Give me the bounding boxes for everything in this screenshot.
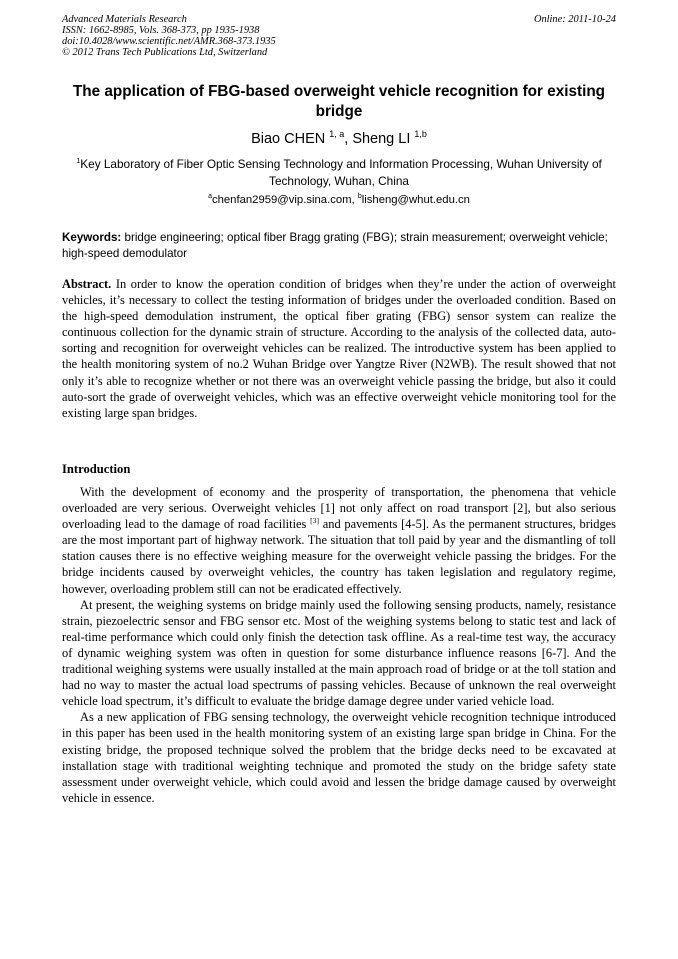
section-heading: Introduction: [62, 462, 131, 476]
author-affiliation-mark: 1,b: [414, 129, 427, 140]
author-affiliation-mark: 1, a: [329, 129, 345, 140]
affiliation-text: Key Laboratory of Fiber Optic Sensing Technology and Information Processing, Wuhan University of Technology, Wuhan, China: [80, 157, 602, 188]
doi-line[interactable]: doi:10.4028/www.scientific.net/AMR.368-373.1935: [62, 36, 276, 47]
paragraph: [62, 484, 616, 597]
email-link[interactable]: lisheng@whut.edu.cn: [361, 194, 470, 206]
author-line: [62, 130, 616, 148]
abstract-text: In order to know the operation condition of bridges when they’re under the action of overweight vehicles, it’s necessary to collect the testing information of bridges under the overloaded condition. Based on the high-speed demodulation instrument, the optical fiber grating (FBG) sensor system can realize the continuous collection for the dynamic strain of structure. According to the analysis of the collected data, auto-sorting and recognition for overweight vehicles can be realized. The introductive system has been applied to the health monitoring system of no.2 Wuhan Bridge over Yangtze River (N2WB). The result showed that not only it’s able to recognize whether or not there was an overweight vehicle passing the bridge, but also it could auto-sort the grade of overweight vehicles, which was an effective overweight vehicle monitoring tool for the existing large span bridges.: [62, 277, 616, 420]
email-mark: a: [208, 193, 212, 201]
keywords-label: Keywords:: [62, 231, 122, 244]
issn-line: ISSN: 1662-8985, Vols. 368-373, pp 1935-1938: [62, 25, 260, 36]
author-name: Biao CHEN: [251, 131, 326, 147]
keywords: [62, 230, 616, 262]
paragraph: As a new application of FBG sensing technology, the overweight vehicle recognition technique introduced in this paper has been used in the health monitoring system of an existing large span bridge in China. For the existing bridge, the proposed technique solved the problem that the bridge decks need to be excavated at installation stage with traditional weighting technique and promoted the study on the bridge safety state assessment under overweight vehicle, which could avoid and lessen the bridge damage caused by overweight vehicle in essence.: [62, 710, 616, 805]
abstract-label: Abstract.: [62, 277, 112, 291]
online-date: Online: 2011-10-24: [533, 14, 616, 25]
author-name: Sheng LI: [352, 131, 411, 147]
journal-header: [62, 14, 616, 58]
abstract: [62, 276, 616, 421]
paragraph: At present, the weighing systems on bridge mainly used the following sensing products, namely, resistance strain, piezoelectric sensor and FBG sensor etc. Most of the weighing systems belong to static test and lack of real-time performance which could only finish the detection task offline. As a real-time test way, the accuracy of dynamic weighing system was often in question for some disturbance influence reasons [6-7]. And the traditional weighing systems were usually installed at the main approach road of bridge or at the toll station and had no way to master the actual load spectrums of passing vehicles. Because of unknown the real overweight vehicle load spectrum, it’s difficult to evaluate the bridge damage degree under varied vehicle load.: [62, 597, 616, 709]
email-link[interactable]: chenfan2959@vip.sina.com: [211, 194, 352, 206]
keywords-text: bridge engineering; optical fiber Bragg grating (FBG); strain measurement; overweight vehicle; high-speed demodulator: [62, 231, 608, 260]
introduction-body: [62, 484, 616, 806]
email-line: [62, 193, 616, 207]
affiliation-mark: 1: [76, 156, 81, 166]
email-separator: ,: [351, 194, 358, 206]
paragraph-text: With the development of economy and the prosperity of transportation, the phenomena that vehicle overloaded are very serious. Overweight vehicles [1] not only affect on road transport [2], but also serious overloading lead to the damage of road facilities: [62, 485, 616, 532]
citation-reference[interactable]: [3]: [310, 516, 320, 526]
paragraph-text: and pavements [4-5]. As the permanent structures, bridges are the most important part of highway network. The situation that toll paid by year and the dismantling of toll station causes there is no effective weighing measure for the overweight vehicle passing the bridges. For the bridge incidents caused by overweight vehicles, the country has taken legislation and regulatory regime, however, overloading problem still can not be eradicated effectively.: [62, 517, 616, 596]
copyright-line: © 2012 Trans Tech Publications Ltd, Switzerland: [62, 47, 268, 58]
author-separator: ,: [344, 131, 353, 147]
paper-title: The application of FBG-based overweight vehicle recognition for existing bridge: [72, 83, 606, 120]
journal-name: Advanced Materials Research: [62, 14, 187, 25]
email-mark: b: [357, 193, 362, 201]
affiliation: [62, 156, 616, 190]
